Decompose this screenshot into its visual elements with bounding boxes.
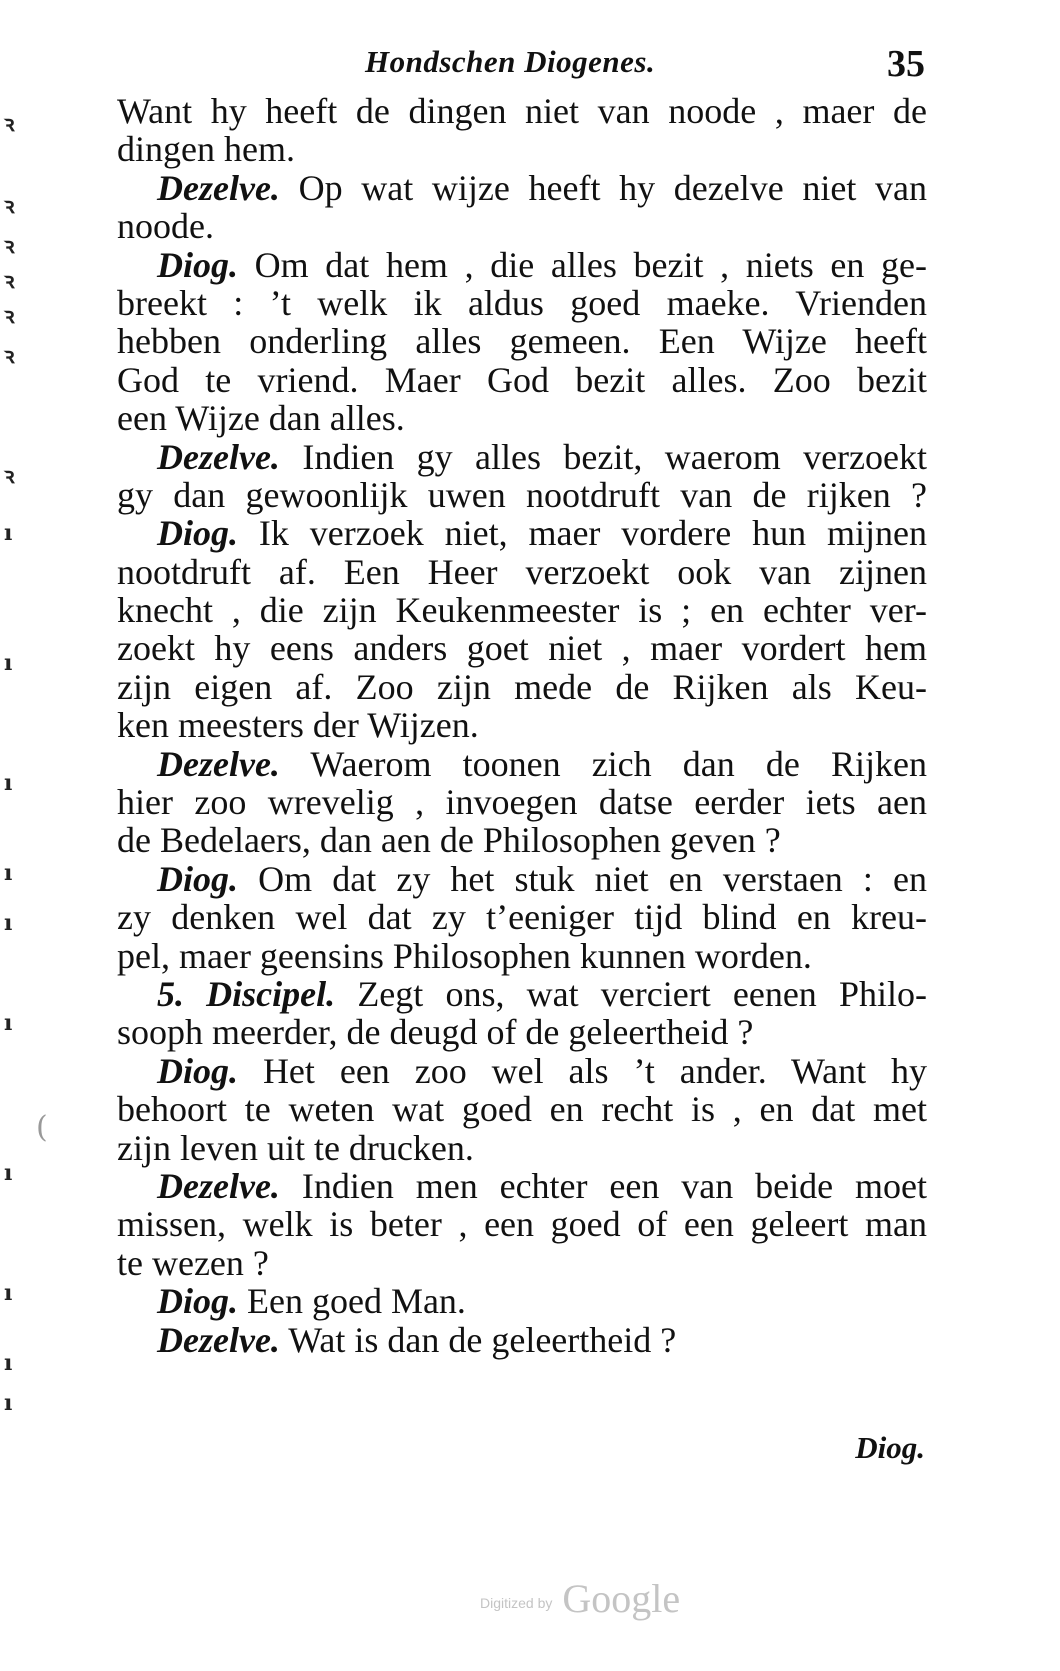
line-text: Waerom toonen zich dan de Rijken	[310, 743, 927, 784]
text-line	[117, 553, 927, 591]
speaker-label: Diog.	[157, 858, 238, 899]
text-line	[117, 783, 927, 821]
speaker-label: Dezelve.	[157, 1165, 280, 1206]
watermark-brand: Google	[562, 1576, 681, 1621]
text-line	[117, 591, 927, 629]
line-text: dingen hem.	[117, 129, 295, 170]
digitization-watermark	[480, 1575, 680, 1622]
text-line	[117, 399, 927, 437]
text-line	[117, 1013, 927, 1051]
speaker-label: Dezelve.	[157, 743, 280, 784]
line-text: Op wat wijze heeft hy dezelve niet van	[298, 167, 928, 208]
text-line	[117, 1090, 927, 1128]
speaker-label: Diog.	[157, 1050, 238, 1091]
line-text: ken meesters der Wijzen.	[117, 705, 479, 746]
page-header	[115, 40, 925, 90]
line-text: pel, maer geensins Philosophen kunnen worden.	[117, 935, 812, 976]
speaker-label: Dezelve.	[157, 1319, 280, 1360]
line-text: nootdruft af. Een Heer verzoekt ook van zijnen	[117, 551, 927, 592]
line-text: te wezen ?	[117, 1242, 269, 1283]
text-line	[117, 284, 927, 322]
speaker-label: Diog.	[157, 513, 238, 554]
text-line	[117, 668, 927, 706]
line-text: Het een zoo wel als ’t ander. Want hy	[262, 1050, 928, 1091]
line-text: Want hy heeft de dingen niet van noode , maer de	[117, 91, 927, 131]
line-text: gy dan gewoonlijk uwen nootdruft van de rijken ?	[117, 474, 927, 515]
text-line	[117, 361, 927, 399]
speaker-label: 5. Discipel.	[157, 973, 336, 1014]
line-text: behoort te weten wat goed en recht is , en dat met	[117, 1089, 927, 1130]
line-text: Een goed Man.	[247, 1281, 466, 1322]
text-line	[117, 937, 927, 975]
line-text: zy denken wel dat zy t’eeniger tijd blind en kreu-	[117, 897, 927, 938]
text-line	[117, 476, 927, 514]
text-line	[117, 1052, 927, 1090]
text-line	[117, 1129, 927, 1167]
text-line	[117, 207, 927, 245]
body-text	[117, 92, 927, 1359]
line-text: hebben onderling alles gemeen. Een Wijze heeft	[117, 321, 927, 362]
line-text: sooph meerder, de deugd of de geleertheid ?	[117, 1012, 754, 1053]
text-line	[117, 706, 927, 744]
text-line	[117, 1321, 927, 1359]
line-text: zijn eigen af. Zoo zijn mede de Rijken als Keu-	[117, 666, 927, 707]
text-line	[117, 1167, 927, 1205]
speaker-label: Dezelve.	[157, 167, 280, 208]
text-line	[117, 629, 927, 667]
adjacent-page-edge: ꝛ ꝛ ꝛ ꝛ ꝛ ꝛ ꝛ ı ı ı ı ı ı ı ı ı ı (	[4, 111, 48, 1416]
text-line	[117, 898, 927, 936]
text-line	[117, 322, 927, 360]
text-line	[117, 821, 927, 859]
text-line	[117, 514, 927, 552]
line-text: missen, welk is beter , een goed of een geleert man	[117, 1204, 927, 1245]
running-head: Hondschen Diogenes.	[365, 44, 656, 79]
line-text: de Bedelaers, dan aen de Philosophen geven ?	[117, 820, 781, 861]
text-line	[117, 1244, 927, 1282]
line-text: Wat is dan de geleertheid ?	[288, 1319, 677, 1360]
line-text: noode.	[117, 206, 214, 247]
line-text: een Wijze dan alles.	[117, 398, 405, 439]
line-text: Indien men echter een van beide moet	[301, 1165, 927, 1206]
speaker-label: Diog.	[157, 244, 238, 285]
speaker-label: Diog.	[157, 1281, 238, 1322]
text-line	[117, 92, 927, 130]
line-text: God te vriend. Maer God bezit alles. Zoo bezit	[117, 359, 927, 400]
line-text: Om dat zy het stuk niet en verstaen : en	[258, 858, 928, 899]
line-text: knecht , die zijn Keukenmeester is ; en echter ver-	[117, 590, 927, 631]
text-line	[117, 1282, 927, 1320]
speaker-label: Dezelve.	[157, 436, 280, 477]
line-text: zoekt hy eens anders goet niet , maer vordert hem	[117, 628, 927, 669]
line-text: zijn leven uit te drucken.	[117, 1127, 474, 1168]
line-text: Indien gy alles bezit, waerom verzoekt	[302, 436, 928, 477]
text-line	[117, 860, 927, 898]
text-line	[117, 745, 927, 783]
page-number: 35	[887, 43, 925, 85]
watermark-prefix: Digitized by	[480, 1594, 553, 1611]
line-text: Ik verzoek niet, maer vordere hun mijnen	[258, 513, 927, 554]
line-text: hier zoo wrevelig , invoegen datse eerder iets aen	[117, 782, 927, 823]
text-line	[117, 438, 927, 476]
text-line	[117, 1205, 927, 1243]
text-line	[117, 130, 927, 168]
text-line	[117, 975, 927, 1013]
text-line	[117, 246, 927, 284]
text-line	[117, 169, 927, 207]
line-text: Zegt ons, wat verciert eenen Philo-	[357, 973, 927, 1014]
catchword: Diog.	[855, 1430, 925, 1465]
line-text: breekt : ’t welk ik aldus goed maeke. Vrienden	[117, 282, 927, 323]
line-text: Om dat hem , die alles bezit , niets en ge-	[254, 244, 928, 285]
